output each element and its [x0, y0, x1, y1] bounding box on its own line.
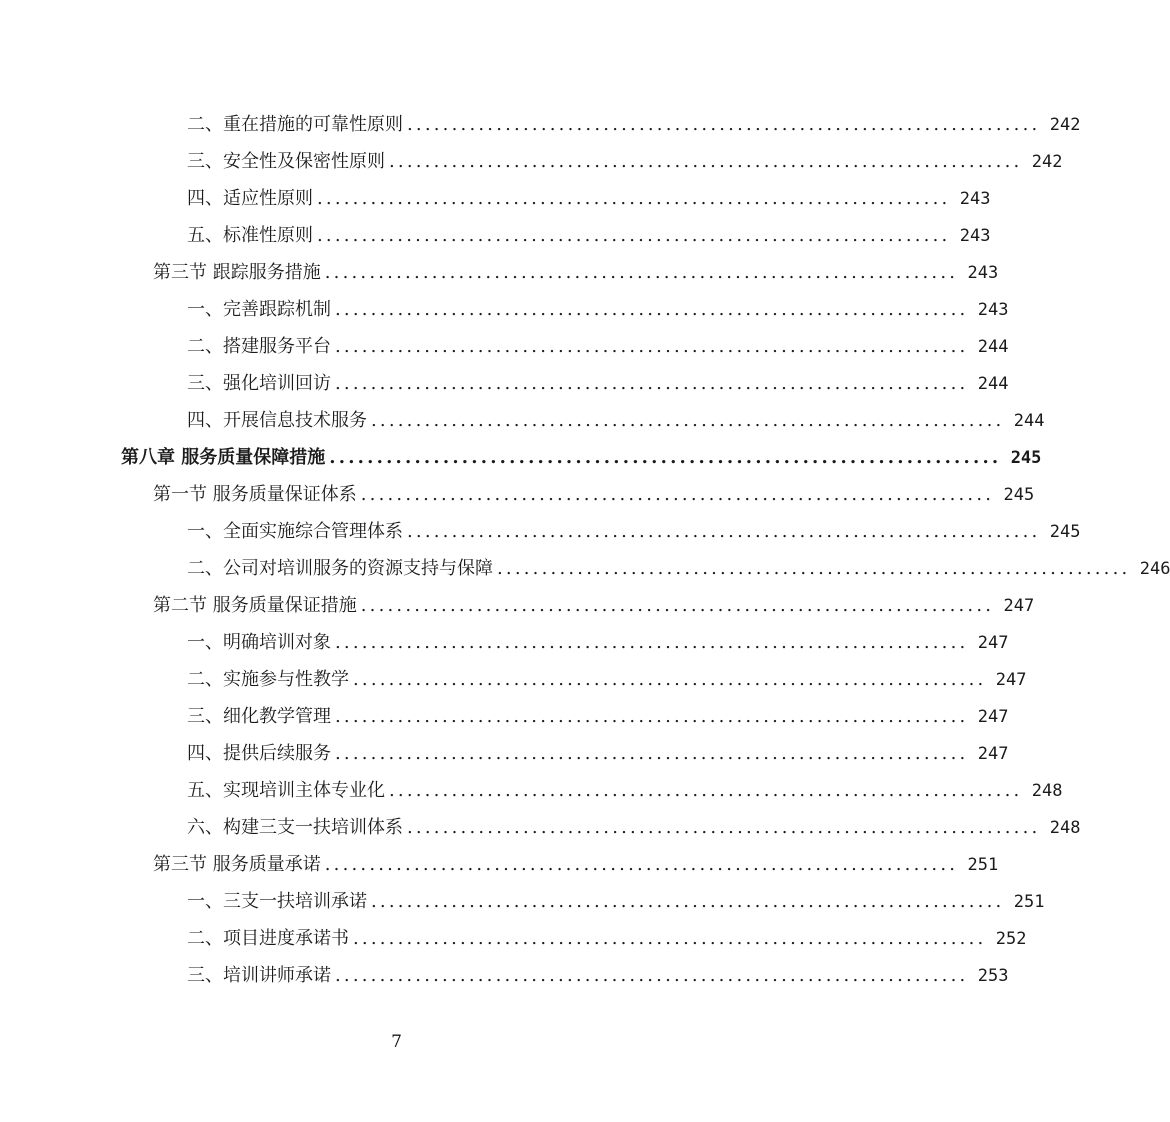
toc-entry-title: 三、强化培训回访	[187, 373, 331, 394]
toc-dot-leader: .......................................................................	[324, 262, 959, 283]
toc-entry-title: 四、开展信息技术服务	[187, 410, 367, 431]
toc-entry[interactable]	[187, 803, 1081, 840]
toc-dot-leader: .......................................................................	[335, 373, 969, 394]
toc-entry-title: 第三节 跟踪服务措施	[153, 262, 321, 283]
toc-entry[interactable]	[187, 877, 1045, 914]
toc-dot-leader: .......................................................................	[335, 632, 969, 653]
toc-dot-leader: .......................................................................	[407, 817, 1041, 838]
toc-entry-page: 243	[959, 189, 991, 209]
toc-entry[interactable]	[187, 396, 1045, 433]
toc-entry-title: 第八章 服务质量保障措施	[121, 447, 326, 468]
toc-dot-leader: .......................................................................	[329, 447, 1002, 468]
toc-entry-page: 244	[977, 374, 1009, 394]
toc-dot-leader: .......................................................................	[353, 928, 987, 949]
toc-entry[interactable]	[187, 174, 991, 211]
toc-entry-page: 253	[977, 966, 1009, 986]
toc-dot-leader: .......................................................................	[389, 780, 1023, 801]
toc-entry[interactable]	[187, 655, 1027, 692]
toc-dot-leader: .......................................................................	[360, 595, 995, 616]
toc-entry-page: 242	[1049, 115, 1081, 135]
toc-dot-leader: .......................................................................	[371, 891, 1005, 912]
toc-entry-title: 四、提供后续服务	[187, 743, 331, 764]
toc-entry-title: 四、适应性原则	[187, 188, 313, 209]
toc-entry-title: 第二节 服务质量保证措施	[153, 595, 357, 616]
toc-entry[interactable]	[187, 211, 991, 248]
toc-entry[interactable]	[187, 766, 1063, 803]
toc-entry-page: 243	[959, 226, 991, 246]
toc-entry-title: 第三节 服务质量承诺	[153, 854, 321, 875]
toc-entry[interactable]	[153, 581, 1035, 618]
toc-entry[interactable]	[187, 507, 1081, 544]
toc-dot-leader: .......................................................................	[497, 558, 1131, 579]
toc-dot-leader: .......................................................................	[360, 484, 995, 505]
toc-entry[interactable]	[187, 285, 1009, 322]
toc-entry-page: 244	[1013, 411, 1045, 431]
toc-entry-title: 二、搭建服务平台	[187, 336, 331, 357]
toc-entry-title: 一、明确培训对象	[187, 632, 331, 653]
toc-entry-page: 248	[1049, 818, 1081, 838]
toc-entry-page: 248	[1031, 781, 1063, 801]
toc-entry[interactable]	[187, 951, 1009, 988]
toc-entry[interactable]	[187, 618, 1009, 655]
toc-entry-page: 243	[967, 263, 999, 283]
toc-dot-leader: .......................................................................	[407, 114, 1041, 135]
toc-entry-page: 252	[995, 929, 1027, 949]
toc-entry-title: 五、实现培训主体专业化	[187, 780, 385, 801]
toc-entry-title: 五、标准性原则	[187, 225, 313, 246]
toc-dot-leader: .......................................................................	[335, 706, 969, 727]
toc-entry[interactable]	[153, 470, 1035, 507]
toc-dot-leader: .......................................................................	[335, 743, 969, 764]
toc-dot-leader: .......................................................................	[407, 521, 1041, 542]
toc-entry-title: 三、安全性及保密性原则	[187, 151, 385, 172]
toc-entry-title: 一、全面实施综合管理体系	[187, 521, 403, 542]
toc-entry[interactable]	[187, 914, 1027, 951]
toc-entry[interactable]	[187, 137, 1063, 174]
toc-entry-page: 245	[1003, 485, 1035, 505]
toc-entry-title: 一、三支一扶培训承诺	[187, 891, 367, 912]
toc-dot-leader: .......................................................................	[353, 669, 987, 690]
toc-entry-title: 三、培训讲师承诺	[187, 965, 331, 986]
toc-entry-page: 251	[967, 855, 999, 875]
toc-entry-title: 六、构建三支一扶培训体系	[187, 817, 403, 838]
toc-entry-page: 243	[977, 300, 1009, 320]
toc-chapter-entry[interactable]	[121, 433, 1042, 470]
toc-entry[interactable]	[187, 100, 1081, 137]
toc-entry-page: 247	[977, 744, 1009, 764]
toc-entry-page: 251	[1013, 892, 1045, 912]
toc-dot-leader: .......................................................................	[389, 151, 1023, 172]
toc-entry-page: 247	[977, 707, 1009, 727]
toc-dot-leader: .......................................................................	[335, 336, 969, 357]
toc-entry-page: 244	[977, 337, 1009, 357]
toc-entry[interactable]	[187, 692, 1009, 729]
toc-entry-title: 二、重在措施的可靠性原则	[187, 114, 403, 135]
toc-dot-leader: .......................................................................	[335, 965, 969, 986]
toc-entry[interactable]	[187, 729, 1009, 766]
toc-entry-title: 三、细化教学管理	[187, 706, 331, 727]
toc-entry-title: 二、实施参与性教学	[187, 669, 349, 690]
toc-entry-page: 245	[1049, 522, 1081, 542]
toc-entry[interactable]	[153, 248, 999, 285]
toc-entry-title: 第一节 服务质量保证体系	[153, 484, 357, 505]
toc-entry[interactable]	[187, 322, 1009, 359]
toc-dot-leader: .......................................................................	[335, 299, 969, 320]
toc-dot-leader: .......................................................................	[317, 225, 951, 246]
toc-entry[interactable]	[187, 359, 1009, 396]
toc-entry-page: 246	[1139, 559, 1170, 579]
toc-entry-page: 247	[1003, 596, 1035, 616]
toc-entry[interactable]	[153, 840, 999, 877]
toc-entry-title: 一、完善跟踪机制	[187, 299, 331, 320]
toc-entry[interactable]	[187, 544, 1170, 581]
toc-entry-page: 247	[995, 670, 1027, 690]
toc-entry-page: 242	[1031, 152, 1063, 172]
toc-entry-page: 247	[977, 633, 1009, 653]
toc-dot-leader: .......................................................................	[371, 410, 1005, 431]
toc-entry-page: 245	[1010, 448, 1042, 468]
toc-entry-title: 二、公司对培训服务的资源支持与保障	[187, 558, 493, 579]
toc-dot-leader: .......................................................................	[324, 854, 959, 875]
toc-entry-title: 二、项目进度承诺书	[187, 928, 349, 949]
toc-dot-leader: .......................................................................	[317, 188, 951, 209]
page-number: 7	[391, 1032, 402, 1052]
